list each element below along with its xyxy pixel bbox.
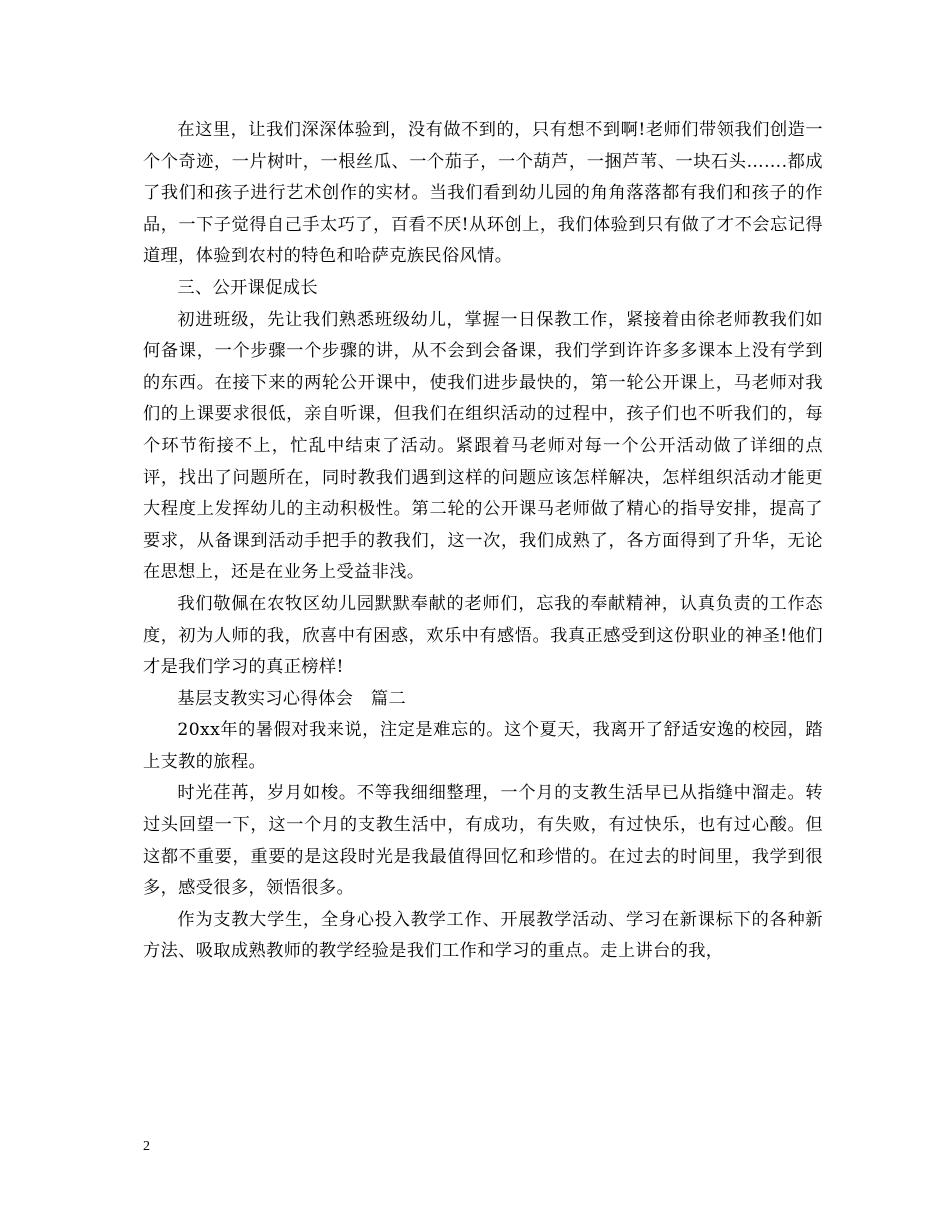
- paragraph-time-flies: 时光荏苒，岁月如梭。不等我细细整理，一个月的支教生活早已从指缝中溜走。转过头回望一下，这一个月的支教生活中，有成功，有失败，有过快乐，也有过心酸。但这都不重要，重要的是这段时光是我最值得回忆和珍惜的。在过去的时间里，我学到很多，感受很多，领悟很多。: [143, 783, 823, 899]
- section-heading-open-class: 三、公开课促成长: [177, 277, 319, 298]
- paragraph-teachers-admiration: 我们敬佩在农牧区幼儿园默默奉献的老师们，忘我的奉献精神，认真负责的工作态度，初为人师的我，欣喜中有困惑，欢乐中有感悟。我真正感受到这份职业的神圣!他们才是我们学习的真正榜样!: [143, 593, 823, 678]
- document-body: [143, 115, 823, 968]
- paragraph-teaching-focus: 作为支教大学生，全身心投入教学工作、开展教学活动、学习在新课标下的各种新方法、吸取成熟教师的教学经验是我们工作和学习的重点。走上讲台的我，: [143, 909, 823, 962]
- paragraph-environment-creation: 在这里，让我们深深体验到，没有做不到的，只有想不到啊!老师们带领我们创造一个个奇迹，一片树叶，一根丝瓜、一个茄子，一个葫芦，一捆芦苇、一块石头…….都成了我们和孩子进行艺术创作的实材。当我们看到幼儿园的角角落落都有我们和孩子的作品，一下子觉得自己手太巧了，百看不厌!从环创上，我们体验到只有做了才不会忘记得道理，体验到农村的特色和哈萨克族民俗风情。: [143, 120, 823, 267]
- paragraph-summer-vacation: 20xx年的暑假对我来说，注定是难忘的。这个夏天，我离开了舒适安逸的校园，踏上支教的旅程。: [143, 720, 823, 772]
- paragraph-open-class: 初进班级，先让我们熟悉班级幼儿，掌握一日保教工作，紧接着由徐老师教我们如何备课，一个步骤一个步骤的讲，从不会到会备课，我们学到许许多多课本上没有学到的东西。在接下来的两轮公开课中，使我们进步最快的，第一轮公开课上，马老师对我们的上课要求很低，亲自听课，但我们在组织活动的过程中，孩子们也不听我们的，每个环节衔接不上，忙乱中结束了活动。紧跟着马老师对每一个公开活动做了详细的点评，找出了问题所在，同时教我们遇到这样的问题应该怎样解决，怎样组织活动才能更大程度上发挥幼儿的主动积极性。第二轮的公开课马老师做了精心的指导安排，提高了要求，从备课到活动手把手的教我们，这一次，我们成熟了，各方面得到了升华，无论在思想上，还是在业务上受益非浅。: [143, 309, 823, 583]
- article-heading-part-two: 基层支教实习心得体会 篇二: [177, 688, 407, 709]
- page-number: 2: [143, 1139, 150, 1154]
